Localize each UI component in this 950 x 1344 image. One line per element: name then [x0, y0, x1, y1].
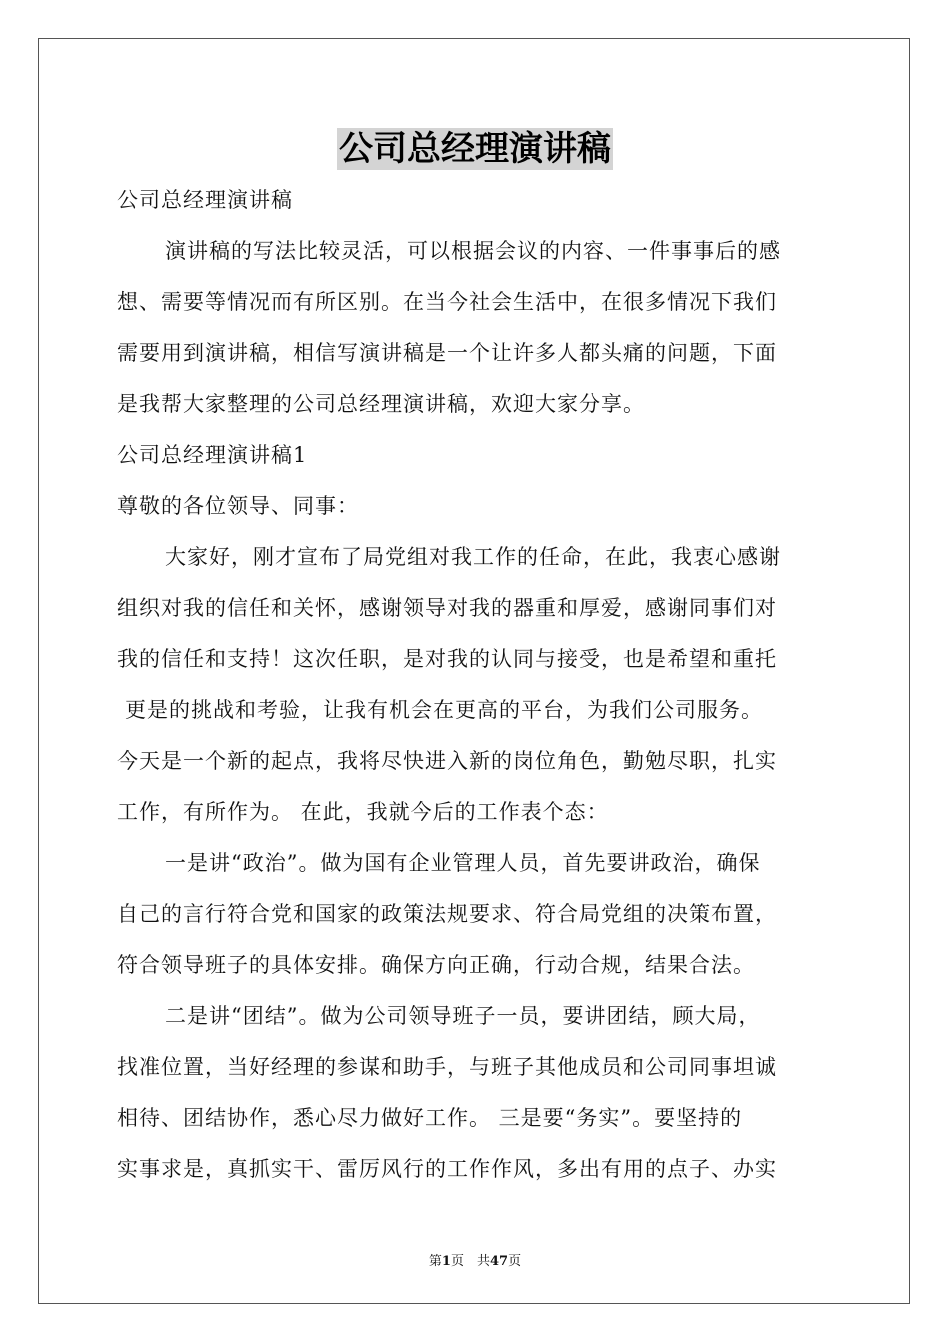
- paragraph-line: 自己的言行符合党和国家的政策法规要求、符合局党组的决策布置，: [117, 902, 777, 926]
- paragraph-line: 今天是一个新的起点，我将尽快进入新的岗位角色，勤勉尽职，扎实: [117, 749, 777, 773]
- total-page-count: 47: [489, 1254, 509, 1269]
- paragraph-line: 找准位置，当好经理的参谋和助手，与班子其他成员和公司同事坦诚: [117, 1055, 777, 1079]
- paragraph-line: 需要用到演讲稿，相信写演讲稿是一个让许多人都头痛的问题，下面: [117, 341, 777, 365]
- footer-suffix: 页: [508, 1254, 522, 1269]
- paragraph-line: 一是讲“政治”。做为国有企业管理人员，首先要讲政治，确保: [165, 851, 761, 875]
- paragraph-line: 相待、团结协作，悉心尽力做好工作。 三是要“务实”。要坚持的: [117, 1106, 743, 1130]
- paragraph-line: 演讲稿的写法比较灵活，可以根据会议的内容、一件事事后的感: [165, 239, 781, 263]
- paragraph-line: 实事求是，真抓实干、雷厉风行的工作作风，多出有用的点子、办实: [117, 1157, 777, 1181]
- paragraph-line: 二是讲“团结”。做为公司领导班子一员，要讲团结，顾大局，: [165, 1004, 761, 1028]
- paragraph-line: 组织对我的信任和关怀，感谢领导对我的器重和厚爱，感谢同事们对: [117, 596, 777, 620]
- footer-mid: 页 共: [450, 1254, 490, 1269]
- title-container: [0, 128, 950, 170]
- page-footer: [0, 1250, 950, 1269]
- current-page-number: 1: [441, 1254, 451, 1269]
- paragraph-line: 更是的挑战和考验，让我有机会在更高的平台，为我们公司服务。: [125, 698, 763, 722]
- document-title: 公司总经理演讲稿: [339, 129, 611, 169]
- paragraph-line: 工作，有所作为。 在此，我就今后的工作表个态：: [117, 800, 609, 824]
- paragraph-line: 想、需要等情况而有所区别。在当今社会生活中，在很多情况下我们: [117, 290, 777, 314]
- paragraph-line: 大家好，刚才宣布了局党组对我工作的任命，在此，我衷心感谢: [165, 545, 781, 569]
- salutation: 尊敬的各位领导、同事：: [117, 494, 359, 518]
- footer-prefix: 第: [428, 1254, 442, 1269]
- document-body: [117, 175, 834, 1195]
- paragraph-line: 我的信任和支持！这次任职，是对我的认同与接受，也是希望和重托: [117, 647, 777, 671]
- section-heading: 公司总经理演讲稿: [117, 188, 293, 212]
- paragraph-line: 符合领导班子的具体安排。确保方向正确，行动合规，结果合法。: [117, 953, 755, 977]
- section-heading: 公司总经理演讲稿1: [117, 443, 308, 467]
- paragraph-line: 是我帮大家整理的公司总经理演讲稿，欢迎大家分享。: [117, 392, 645, 416]
